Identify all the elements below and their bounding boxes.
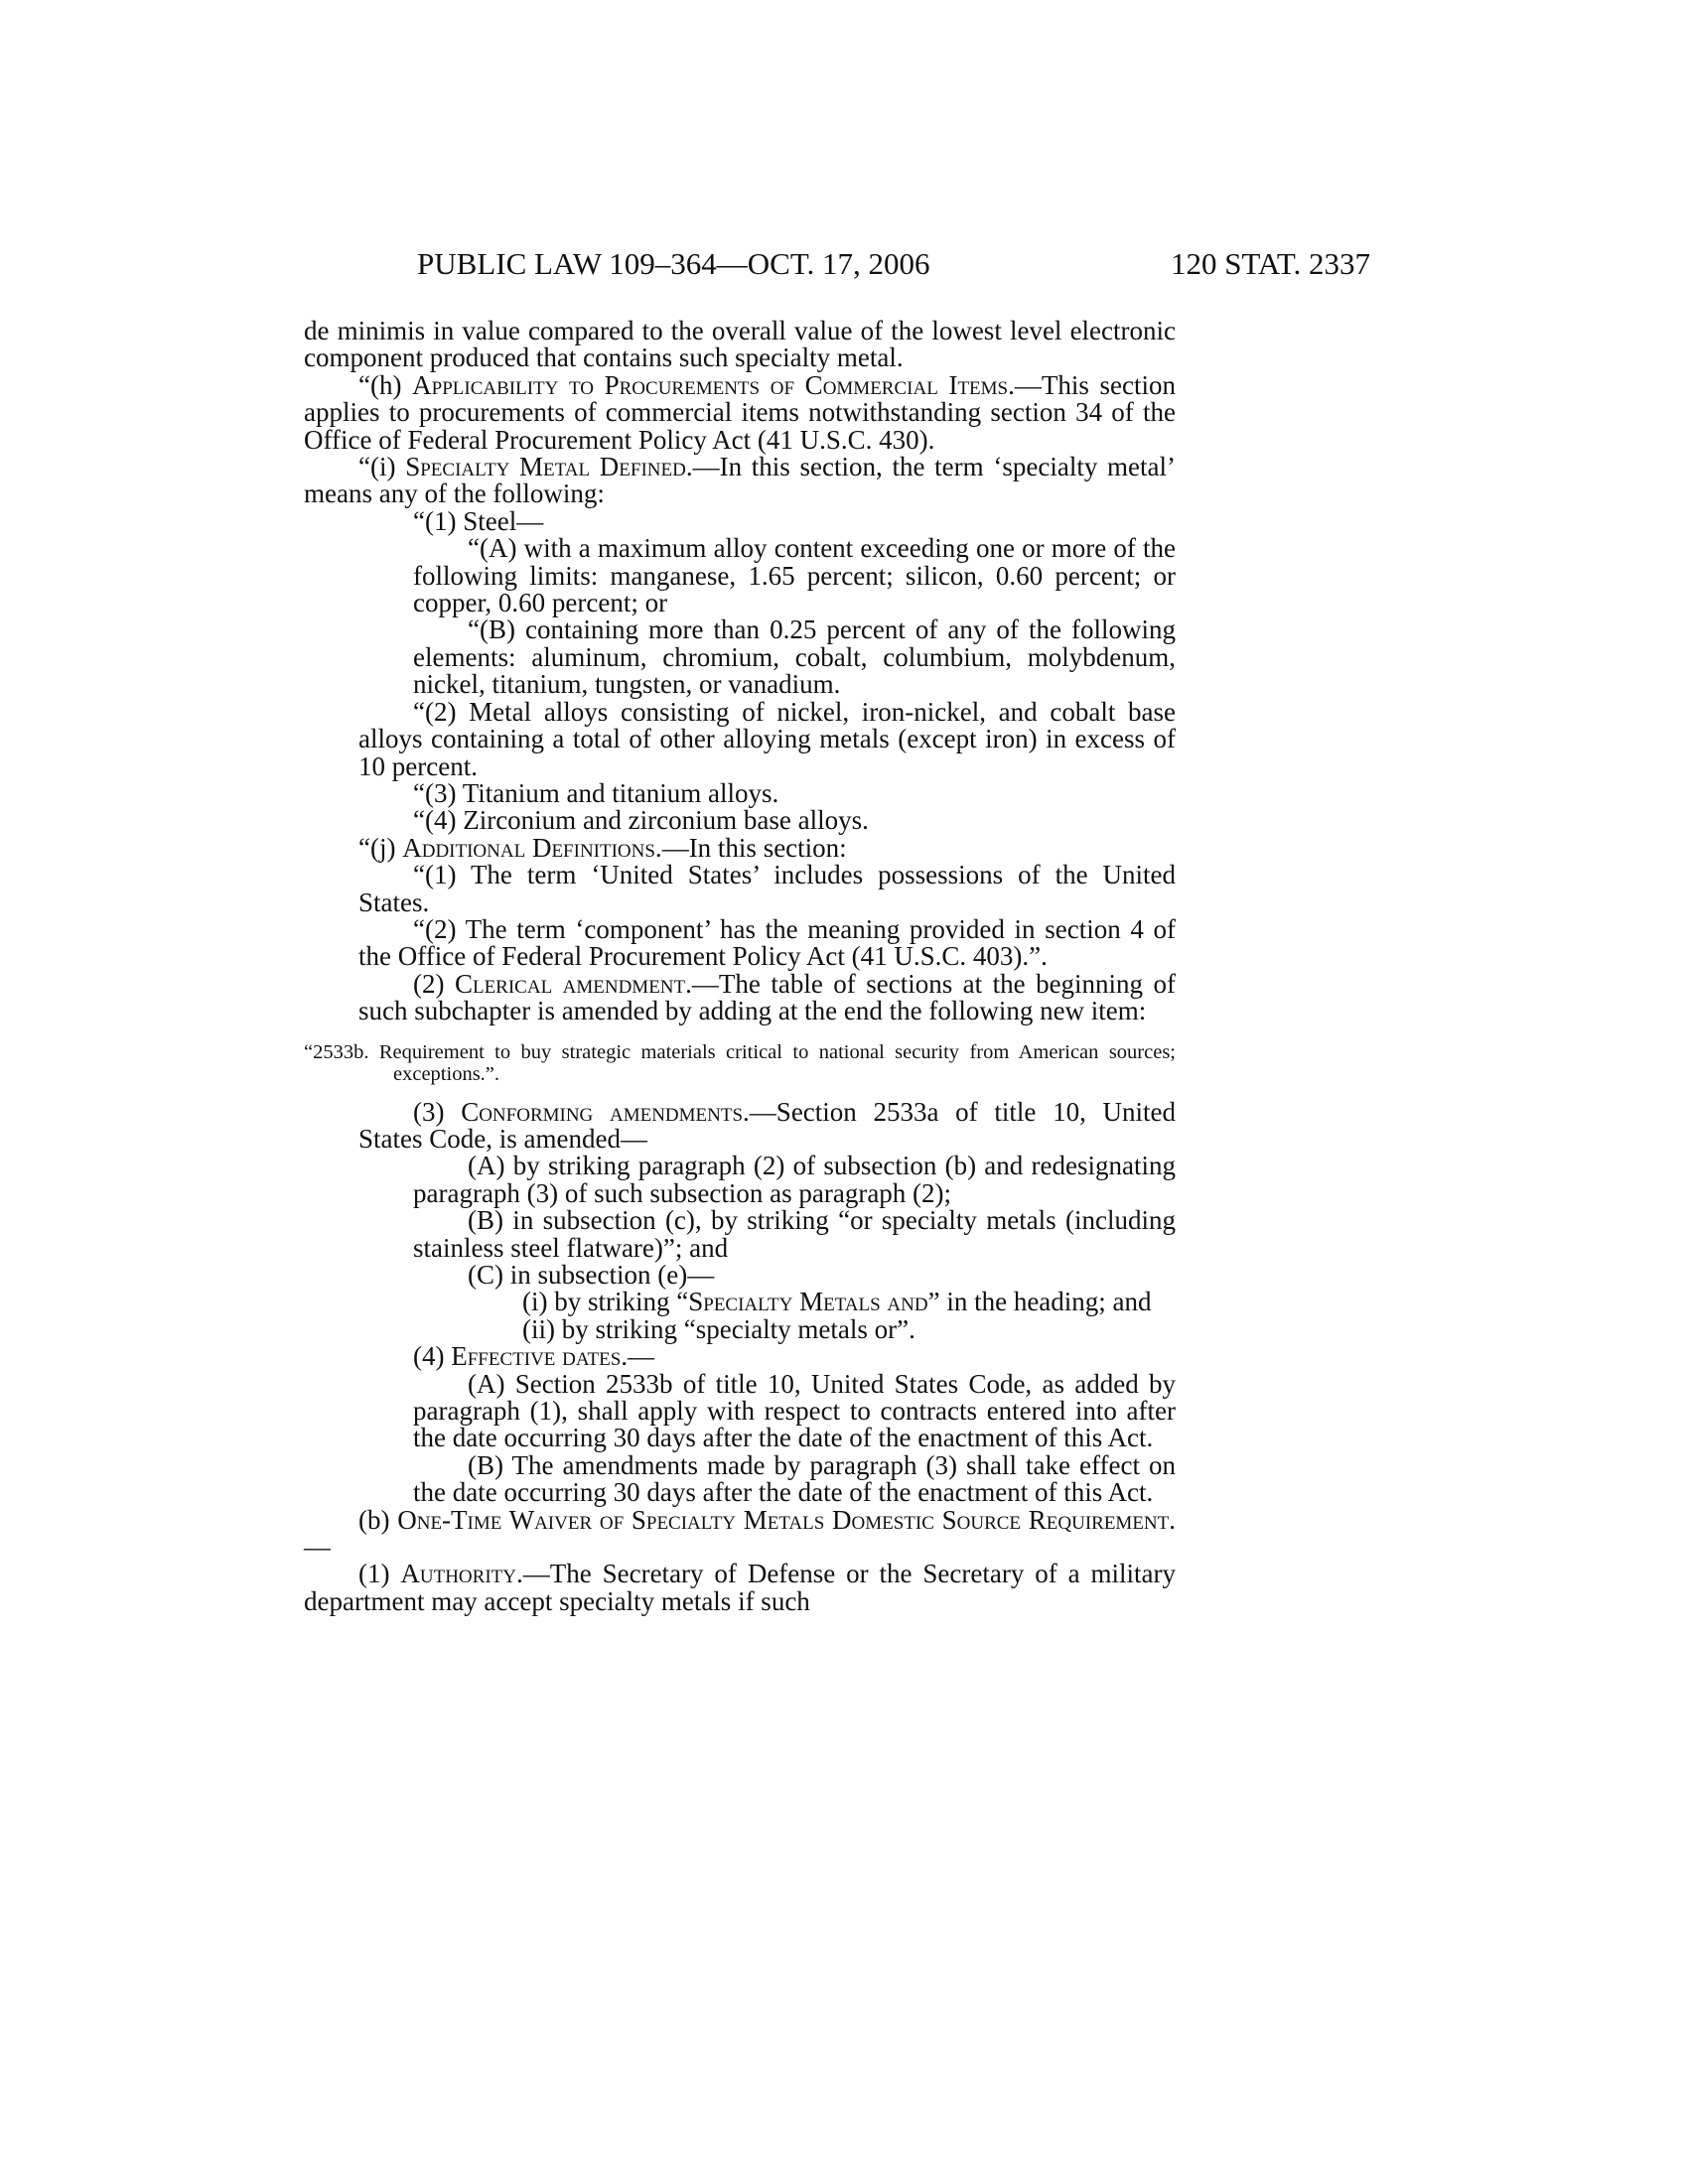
- paragraph-text: —In this section:: [661, 832, 847, 863]
- paragraph-text: —: [628, 1341, 655, 1372]
- paragraph-text: —This section applies to procurements of commercial items notwithstanding section 34 of the Office of Federal Procurement Policy Act (41 U.S.C. 430).: [304, 369, 1177, 455]
- paragraph: [304, 1343, 1176, 1370]
- paragraph-text: (C) in subsection (e)—: [468, 1260, 715, 1290]
- paragraph: [304, 1289, 1176, 1315]
- paragraph-text: “(1) Steel—: [413, 505, 544, 536]
- paragraph-heading: Effective dates.: [451, 1341, 629, 1372]
- page-header: [417, 246, 1370, 286]
- paragraph: [304, 968, 1177, 1026]
- paragraph: [304, 1096, 1177, 1154]
- paragraph-text: —In this section, the term ‘specialty metal’ means any of the following:: [304, 452, 1177, 509]
- paragraph-text: (B) The amendments made by paragraph (3) shall take effect on the date occurring 30 days after the date of the enactment of this Act.: [413, 1449, 1176, 1508]
- paragraph-designation: (4): [413, 1341, 452, 1372]
- paragraph: [304, 1207, 1176, 1262]
- paragraph-text: “(A) with a maximum alloy content exceeding one or more of the following limits: manganese, 1.65 percent; silicon, 0.60 percent; or copper, 0.60 percent; or: [413, 533, 1176, 618]
- paragraph-designation: (i) by striking “: [522, 1287, 689, 1317]
- paragraph-heading: One-Time Waiver of Specialty Metals Domestic Source Requirement.: [397, 1504, 1177, 1535]
- section-text-lower: [304, 1096, 1177, 1616]
- paragraph: [304, 1313, 1176, 1344]
- paragraph: [304, 1153, 1176, 1207]
- paragraph: [304, 1561, 1176, 1615]
- paragraph-heading: Clerical amendment.: [454, 968, 692, 999]
- section-text-upper: [304, 318, 1176, 1025]
- paragraph: [304, 862, 1176, 916]
- paragraph-heading: Specialty Metals and: [688, 1287, 928, 1317]
- paragraph: [304, 1449, 1176, 1508]
- paragraph-text: ” in the heading; and: [927, 1287, 1152, 1317]
- paragraph-heading: Conforming amendments.: [461, 1096, 750, 1127]
- paragraph-designation: (b): [358, 1504, 398, 1535]
- statute-page-number: 120 STAT. 2337: [1170, 246, 1370, 281]
- paragraph: [304, 616, 1176, 698]
- paragraph: [304, 913, 1176, 972]
- paragraph-heading: Authority.: [400, 1559, 523, 1589]
- paragraph-text: —The table of sections at the beginning of such subchapter is amended by adding at the end the following new item:: [358, 968, 1177, 1026]
- paragraph-text: (B) in subsection (c), by striking “or specialty metals (including stainless steel flatware)”; and: [413, 1205, 1176, 1263]
- paragraph-text: —: [304, 1532, 331, 1563]
- paragraph-text: —Section 2533a of title 10, United States Code, is amended—: [358, 1096, 1177, 1154]
- table-of-sections-item: “2533b. Requirement to buy strategic materials critical to national security from American sources; exceptions.”.: [304, 1040, 1176, 1085]
- paragraph-text: “(2) The term ‘component’ has the meaning provided in section 4 of the Office of Federal Procurement Policy Act (41 U.S.C. 403).”.: [358, 913, 1176, 972]
- paragraph-text: “(2) Metal alloys consisting of nickel, iron-nickel, and cobalt base alloys containing a total of other alloying metals (except iron) in excess of 10 percent.: [358, 696, 1176, 781]
- paragraph-designation: (1): [358, 1559, 401, 1589]
- paragraph-text: (A) by striking paragraph (2) of subsection (b) and redesignating paragraph (3) of such subsection as paragraph (2);: [413, 1151, 1176, 1208]
- paragraph: [304, 535, 1176, 616]
- paragraph-text: (ii) by striking “specialty metals or”.: [522, 1313, 915, 1344]
- paragraph: [304, 696, 1176, 781]
- paragraph: [304, 1368, 1176, 1453]
- paragraph-text: “(1) The term ‘United States’ includes possessions of the United States.: [358, 860, 1176, 917]
- paragraph: [304, 1262, 1176, 1289]
- paragraph-text: “(4) Zirconium and zirconium base alloys.: [413, 805, 869, 836]
- paragraph-heading: Specialty Metal Defined.: [405, 452, 693, 482]
- paragraph-heading: Applicability to Procurements of Commercial Items.: [412, 369, 1015, 400]
- paragraph-designation: “(h): [358, 369, 413, 400]
- paragraph-heading: Additional Definitions.: [402, 832, 662, 863]
- paragraph-designation: (3): [413, 1096, 462, 1127]
- paragraph-text: —The Secretary of Defense or the Secretary of a military department may accept specialty metals if such: [304, 1559, 1176, 1616]
- paragraph: [304, 807, 1176, 834]
- paragraph: [304, 454, 1176, 508]
- paragraph: [304, 832, 1176, 863]
- paragraph-text: de minimis in value compared to the overall value of the lowest level electronic component produced that contains such specialty metal.: [304, 316, 1176, 373]
- paragraph-designation: (2): [413, 968, 455, 999]
- paragraph-text: “(3) Titanium and titanium alloys.: [413, 777, 779, 808]
- paragraph-designation: “(i): [358, 452, 406, 482]
- paragraph-designation: “(j): [358, 832, 403, 863]
- paragraph: [304, 505, 1176, 536]
- body-text: [304, 318, 1176, 1615]
- paragraph: [304, 777, 1176, 808]
- paragraph: [304, 318, 1176, 372]
- paragraph: [304, 1504, 1177, 1563]
- paragraph-text: “(B) containing more than 0.25 percent of any of the following elements: aluminum, chromium, cobalt, columbium, molybdenum, nickel, titanium, tungsten, or vanadium.: [413, 614, 1176, 700]
- running-head-title: PUBLIC LAW 109–364—OCT. 17, 2006: [417, 246, 930, 281]
- paragraph-text: (A) Section 2533b of title 10, United States Code, as added by paragraph (1), shall apply with respect to contracts entered into after the date occurring 30 days after the date of the enactment of this Act.: [413, 1368, 1176, 1453]
- paragraph: [304, 369, 1177, 455]
